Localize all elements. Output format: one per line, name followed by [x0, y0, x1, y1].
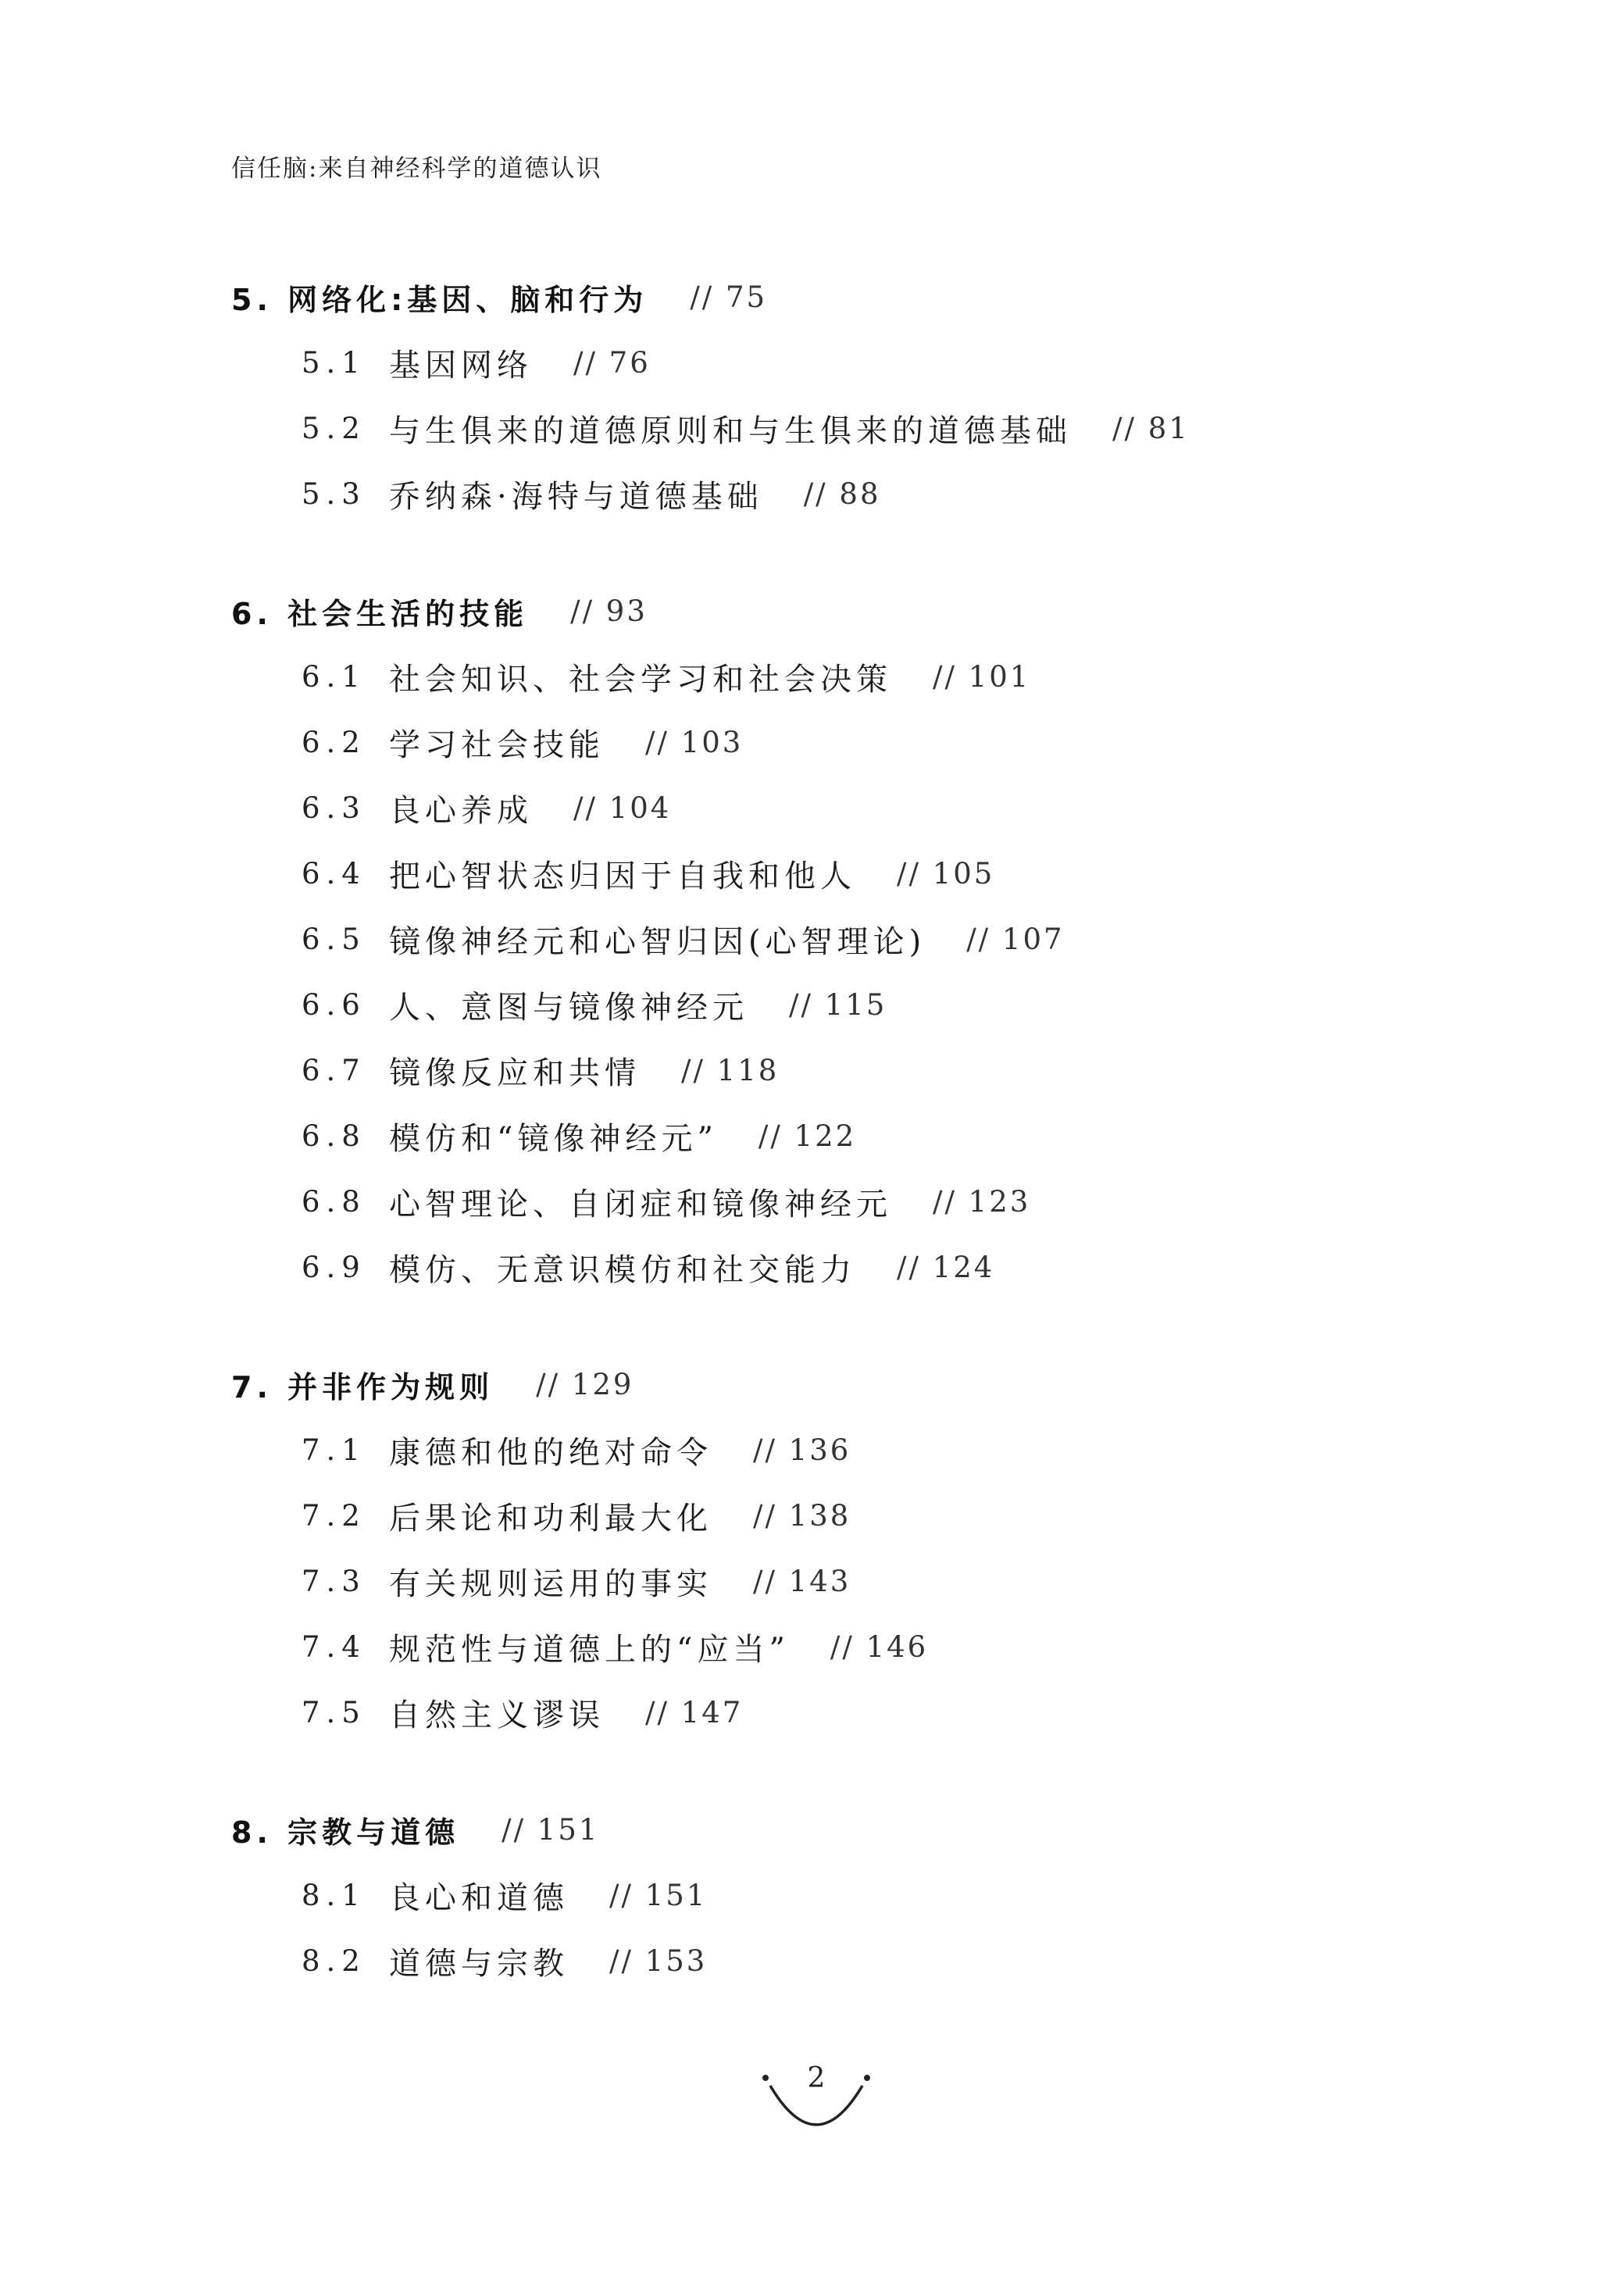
section-title: 镜像神经元和心智归因(心智理论) — [389, 923, 926, 960]
section-number: 7.1 — [302, 1433, 366, 1467]
section-number: 5.1 — [302, 345, 366, 380]
section-page-ref: // 115 — [789, 987, 887, 1022]
toc-section-row[interactable] — [231, 1928, 1559, 1993]
toc-section-row[interactable] — [231, 906, 1559, 972]
page-footer — [742, 2054, 891, 2156]
section-page-ref: // 88 — [803, 476, 881, 511]
chapter-title: 8. 宗教与道德 — [231, 1815, 460, 1850]
section-number: 6.4 — [302, 856, 366, 891]
section-number: 5.3 — [302, 476, 366, 511]
section-title: 心智理论、自闭症和镜像神经元 — [389, 1186, 892, 1222]
chapter-title: 6. 社会生活的技能 — [231, 596, 529, 631]
toc-section-row[interactable] — [231, 1417, 1559, 1483]
section-title: 有关规则运用的事实 — [389, 1565, 712, 1602]
section-page-ref: // 104 — [573, 791, 672, 825]
toc-section-row[interactable] — [231, 1169, 1559, 1234]
toc-section-row[interactable] — [231, 1548, 1559, 1614]
section-page-ref: // 101 — [933, 659, 1031, 694]
section-number: 6.3 — [302, 791, 366, 825]
chapter-page-ref: // 93 — [570, 594, 648, 628]
section-title: 人、意图与镜像神经元 — [389, 989, 748, 1026]
section-title: 道德与宗教 — [389, 1945, 569, 1982]
section-page-ref: // 122 — [758, 1119, 857, 1153]
section-title: 后果论和功利最大化 — [389, 1500, 712, 1537]
section-page-ref: // 147 — [645, 1695, 744, 1729]
section-title: 模仿和“镜像神经元” — [389, 1120, 718, 1157]
chapter-page-ref: // 75 — [690, 280, 768, 314]
chapter-heading[interactable] — [231, 578, 1559, 644]
toc-section-row[interactable] — [231, 1234, 1559, 1300]
section-title: 基因网络 — [389, 347, 533, 384]
section-page-ref: // 138 — [753, 1498, 851, 1533]
section-title: 模仿、无意识模仿和社交能力 — [389, 1251, 856, 1288]
section-number: 6.8 — [302, 1184, 366, 1219]
section-page-ref: // 105 — [897, 856, 995, 891]
toc-section-row[interactable] — [231, 644, 1559, 709]
section-title: 良心养成 — [389, 792, 533, 829]
page-number: 2 — [807, 2062, 826, 2094]
chapter-page-ref: // 151 — [501, 1812, 600, 1847]
section-title: 把心智状态归因于自我和他人 — [389, 858, 856, 894]
section-title: 康德和他的绝对命令 — [389, 1434, 712, 1471]
section-title: 自然主义谬误 — [389, 1697, 605, 1733]
section-title: 良心和道德 — [389, 1879, 569, 1916]
section-number: 6.6 — [302, 987, 366, 1022]
section-title: 学习社会技能 — [389, 726, 605, 763]
section-number: 7.5 — [302, 1695, 366, 1729]
section-page-ref: // 136 — [753, 1433, 851, 1467]
section-page-ref: // 76 — [573, 345, 651, 380]
section-number: 5.2 — [302, 411, 366, 445]
chapter-title: 5. 网络化:基因、脑和行为 — [231, 282, 648, 317]
toc-section-row[interactable] — [231, 775, 1559, 841]
chapter-page-ref: // 129 — [536, 1367, 634, 1401]
section-number: 8.2 — [302, 1943, 366, 1978]
toc-chapter — [231, 1797, 1559, 1993]
toc-section-row[interactable] — [231, 1679, 1559, 1745]
section-title: 乔纳森·海特与道德基础 — [389, 478, 763, 515]
chapter-heading[interactable] — [231, 1797, 1559, 1862]
table-of-contents — [231, 264, 1559, 2045]
section-page-ref: // 151 — [609, 1878, 708, 1912]
toc-chapter — [231, 578, 1559, 1300]
section-page-ref: // 81 — [1112, 411, 1190, 445]
toc-section-row[interactable] — [231, 972, 1559, 1037]
toc-section-row[interactable] — [231, 841, 1559, 906]
section-number: 6.9 — [302, 1250, 366, 1284]
toc-section-row[interactable] — [231, 1103, 1559, 1169]
section-number: 7.2 — [302, 1498, 366, 1533]
section-number: 6.2 — [302, 725, 366, 759]
section-page-ref: // 118 — [681, 1053, 780, 1087]
toc-section-row[interactable] — [231, 1862, 1559, 1928]
section-page-ref: // 103 — [645, 725, 744, 759]
toc-section-row[interactable] — [231, 1483, 1559, 1548]
toc-chapter — [231, 1351, 1559, 1745]
section-title: 与生俱来的道德原则和与生俱来的道德基础 — [389, 412, 1072, 449]
section-page-ref: // 153 — [609, 1943, 708, 1978]
chapter-heading[interactable] — [231, 264, 1559, 330]
section-number: 6.8 — [302, 1119, 366, 1153]
running-header: 信任脑:来自神经科学的道德认识 — [231, 155, 602, 183]
toc-section-row[interactable] — [231, 709, 1559, 775]
section-page-ref: // 143 — [753, 1564, 851, 1598]
section-title: 规范性与道德上的“应当” — [389, 1631, 790, 1668]
section-number: 6.1 — [302, 659, 366, 694]
section-number: 6.5 — [302, 922, 366, 956]
section-page-ref: // 107 — [966, 922, 1065, 956]
chapter-title: 7. 并非作为规则 — [231, 1369, 494, 1404]
section-number: 7.4 — [302, 1629, 366, 1664]
toc-chapter — [231, 264, 1559, 526]
toc-section-row[interactable] — [231, 1614, 1559, 1679]
section-title: 社会知识、社会学习和社会决策 — [389, 661, 892, 698]
section-number: 6.7 — [302, 1053, 366, 1087]
section-page-ref: // 124 — [897, 1250, 995, 1284]
toc-section-row[interactable] — [231, 395, 1559, 461]
section-number: 8.1 — [302, 1878, 366, 1912]
section-page-ref: // 146 — [830, 1629, 929, 1664]
toc-section-row[interactable] — [231, 330, 1559, 395]
toc-section-row[interactable] — [231, 461, 1559, 526]
section-page-ref: // 123 — [933, 1184, 1031, 1219]
section-number: 7.3 — [302, 1564, 366, 1598]
toc-section-row[interactable] — [231, 1037, 1559, 1103]
section-title: 镜像反应和共情 — [389, 1055, 641, 1091]
chapter-heading[interactable] — [231, 1351, 1559, 1417]
